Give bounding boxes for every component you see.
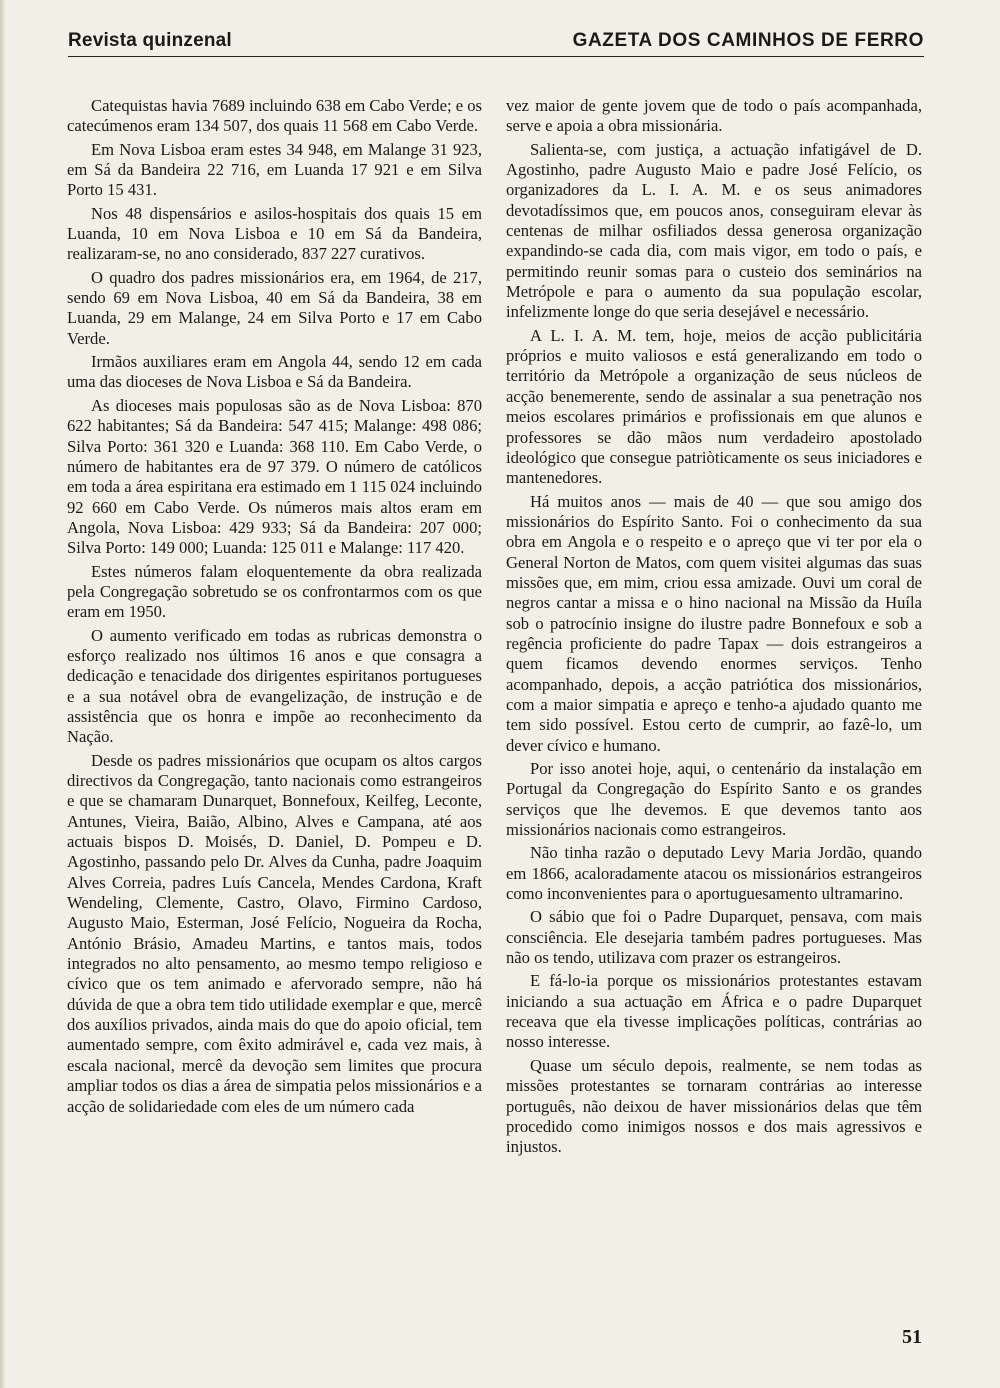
paragraph: E fá-lo-ia porque os missionários protestantes estavam iniciando a sua actuação em África e o padre Duparquet receava que ela tivesse implicações políticas, contrárias ao nosso interesse. — [506, 971, 922, 1052]
page-number: 51 — [902, 1326, 922, 1348]
paragraph: Quase um século depois, realmente, se nem todas as missões protestantes se tornaram contrárias ao interesse português, não deixou de haver missionários delas que têm procedido como inimigos nossos e dos mais agressivos e injustos. — [506, 1055, 922, 1157]
paragraph: Por isso anotei hoje, aqui, o centenário da instalação em Portugal da Congregação do Espírito Santo e os grandes serviços que lhe devemos. E que devemos tanto aos missionários nacionais como estrangeiros. — [506, 759, 922, 840]
paragraph: As dioceses mais populosas são as de Nova Lisboa: 870 622 habitantes; Sá da Bandeira: 547 415; Malange: 498 086; Silva Porto: 361 320 e Luanda: 368 110. Em Cabo Verde, o número de habitantes era de 97 379. O número de católicos em toda a área espiritana era estimado em 1 115 024 incluindo 92 660 em Cabo Verde. Os números mais altos eram em Angola, Nova Lisboa: 429 933; Sá da Bandeira: 207 000; Silva Porto: 149 000; Luanda: 125 011 e Malange: 117 420. — [67, 395, 482, 558]
right-column — [506, 96, 922, 1161]
paragraph: A L. I. A. M. tem, hoje, meios de acção publicitária próprios e muito valiosos e está generalizando em todo o território da Metrópole a organização de seus núcleos de acção benemerente, sendo de assinalar a sua penetração nos meios escolares primários e profissionais em que alunos e professores se dão mãos num verdadeiro apostolado ideológico que consegue patriòticamente os seus iniciadores e mantenedores. — [506, 325, 922, 488]
paragraph: O aumento verificado em todas as rubricas demonstra o esforço realizado nos últimos 16 anos e que consagra a dedicação e tenacidade dos dirigentes espiritanos portugueses e a sua notável obra de evangelização, de instrução e de assistência que os honra e impõe ao reconhecimento da Nação. — [67, 625, 482, 747]
paragraph: Há muitos anos — mais de 40 — que sou amigo dos missionários do Espírito Santo. Foi o conhecimento da sua obra em Angola e o respeito e o apreço que vi ter por ela o General Norton de Matos, com quem visitei algumas das suas missões que, em mim, criou essa amizade. Ouvi um coral de negros cantar a missa e o hino nacional na Missão da Huíla sob o patrocínio insigne do ilustre padre Bonnefoux e sob a regência proficiente do padre Tapax — dois estrangeiros a quem ficamos devendo enormes serviços. Tenho acompanhado, depois, a acção patriótica dos missionários, com a maior simpatia e apreço e tenho-a ajudado quanto me tem sido possível. Estou certo de cumprir, ao fazê-lo, um dever cívico e humano. — [506, 491, 922, 755]
paragraph: Desde os padres missionários que ocupam os altos cargos directivos da Congregação, tanto nacionais como estrangeiros e que se chamaram Dunarquet, Bonnefoux, Keilfeg, Leconte, Antunes, Vieira, Baião, Albino, Alves e Campana, até aos actuais bispos D. Moisés, D. Daniel, D. Pompeu e D. Agostinho, passando pelo Dr. Alves da Cunha, padre Joaquim Alves Correia, padres Luís Cancela, Mendes Cardona, Kraft Wendeling, Clemente, Castro, Olavo, Firmino Cardoso, Augusto Maio, Esterman, José Felício, Nogueira da Rocha, António Brásio, Amadeu Martins, e tantos mais, todos integrados no alto pensamento, ao mesmo tempo religioso e cívico que os tem animado e afervorado sempre, não há dúvida de que a obra tem tido utilidade exemplar e que, mercê dos auxílios privados, ainda mais do que do apoio oficial, tem aumentado sempre, com êxito admirável e, cada vez mais, à escala nacional, mercê da devoção sem limites que procura ampliar todos os dias a área de simpatia pelos missionários e a acção de solidariedade com eles de um número cada — [67, 750, 482, 1116]
header-rule — [68, 56, 924, 57]
paragraph: vez maior de gente jovem que de todo o país acompanhada, serve e apoia a obra missionária. — [506, 96, 922, 136]
paragraph: Catequistas havia 7689 incluindo 638 em Cabo Verde; e os catecúmenos eram 134 507, dos quais 11 568 em Cabo Verde. — [67, 96, 482, 136]
left-column — [67, 96, 482, 1120]
paragraph: Não tinha razão o deputado Levy Maria Jordão, quando em 1866, acaloradamente atacou os missionários estrangeiros como inconvenientes para o aportuguesamento ultramarino. — [506, 843, 922, 904]
paragraph: O sábio que foi o Padre Duparquet, pensava, com mais consciência. Ele desejaria também padres portugueses. Mas não os tendo, utilizava com prazer os estrangeiros. — [506, 907, 922, 968]
header-right-title: GAZETA DOS CAMINHOS DE FERRO — [572, 30, 924, 51]
paragraph: O quadro dos padres missionários era, em 1964, de 217, sendo 69 em Nova Lisboa, 40 em Sá da Bandeira, 38 em Luanda, 29 em Malange, 24 em Silva Porto e 17 em Cabo Verde. — [67, 267, 482, 348]
paragraph: Salienta-se, com justiça, a actuação infatigável de D. Agostinho, padre Augusto Maio e padre José Felício, os organizadores da L. I. A. M. e os seus animadores devotadíssimos que, em poucos anos, conseguiram elevar às centenas de milhar osfiliados dessa generosa organização expandindo-se cada dia, com mais vigor, em todo o país, e permitindo reunir somas para o custeio dos seminários na Metrópole e para o aumento da sua população escolar, infelizmente longe do que seria desejável e necessário. — [506, 139, 922, 322]
paragraph: Em Nova Lisboa eram estes 34 948, em Malange 31 923, em Sá da Bandeira 22 716, em Luanda 17 921 e em Silva Porto 15 431. — [67, 139, 482, 200]
page-edge — [0, 0, 6, 1388]
paragraph: Estes números falam eloquentemente da obra realizada pela Congregação sobretudo se os confrontarmos com os que eram em 1950. — [67, 561, 482, 622]
paragraph: Irmãos auxiliares eram em Angola 44, sendo 12 em cada uma das dioceses de Nova Lisboa e Sá da Bandeira. — [67, 352, 482, 392]
paragraph: Nos 48 dispensários e asilos-hospitais dos quais 15 em Luanda, 10 em Nova Lisboa e 10 em Sá da Bandeira, realizaram-se, no ano considerado, 837 227 curativos. — [67, 203, 482, 264]
header-left-title: Revista quinzenal — [68, 30, 232, 51]
